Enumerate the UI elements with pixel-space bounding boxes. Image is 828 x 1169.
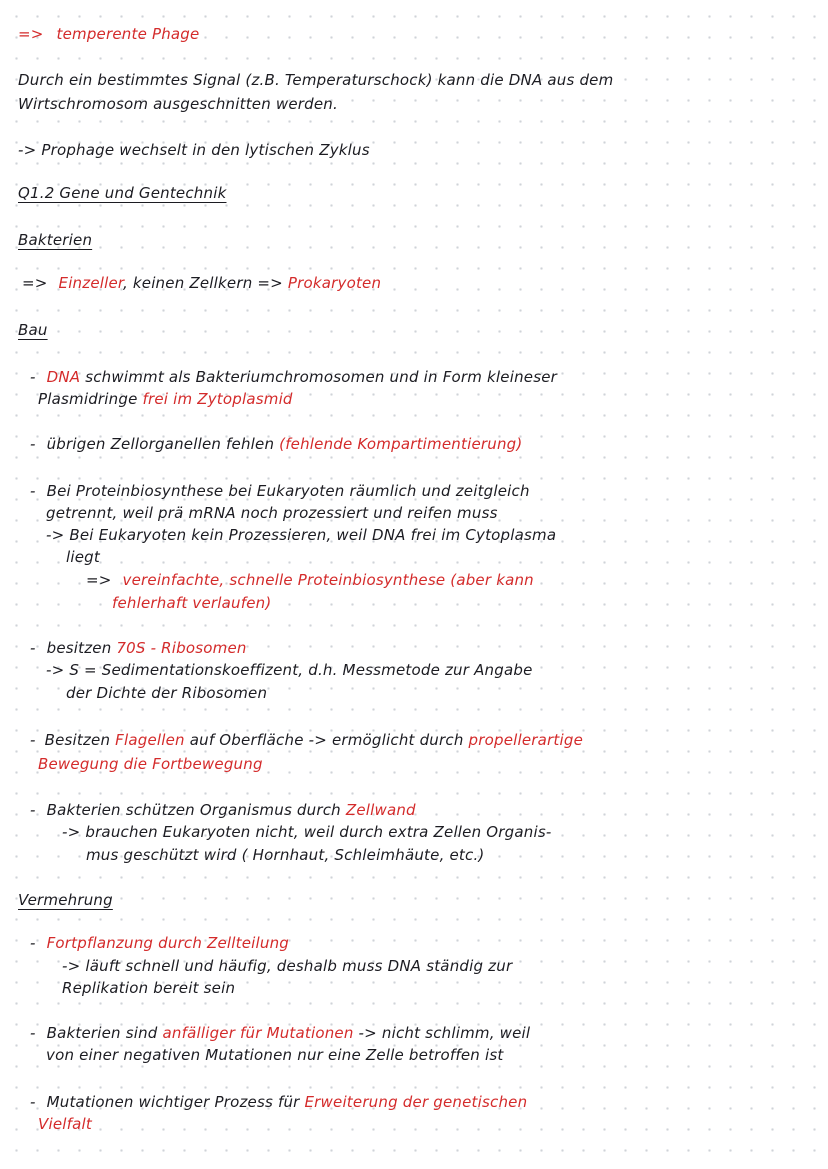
highlight-text: Flagellen <box>115 731 185 749</box>
note-line: liegt <box>66 548 100 566</box>
note-line <box>30 800 416 820</box>
highlight-text: Bewegung die Fortbewegung <box>38 755 263 773</box>
bullet-dash: - <box>30 1093 36 1111</box>
bullet-dash: - <box>30 1024 36 1042</box>
note-text: Bei Proteinbiosynthese bei Eukaryoten räumlich und zeitgleich <box>46 482 530 500</box>
arrow-mark: => <box>86 571 112 589</box>
highlight-text: Fortpflanzung durch Zellteilung <box>46 934 290 952</box>
note-line: -> brauchen Eukaryoten nicht, weil durch extra Zellen Organis- <box>62 823 552 841</box>
note-line: Wirtschromosom ausgeschnitten werden. <box>18 95 338 113</box>
note-line: -> Bei Eukaryoten kein Prozessieren, weil DNA frei im Cytoplasma <box>46 526 557 544</box>
note-text: temperente Phage <box>56 25 200 43</box>
note-text: Mutationen wichtiger Prozess für <box>46 1093 300 1111</box>
highlight-text: Prokaryoten <box>287 274 382 292</box>
highlight-text: frei im Zytoplasmid <box>142 390 293 408</box>
highlight-text: propellerartige <box>468 731 584 749</box>
note-line: getrennt, weil prä mRNA noch prozessiert und reifen muss <box>46 504 498 522</box>
highlight-text: Vielfalt <box>38 1115 92 1133</box>
note-text: besitzen <box>46 639 112 657</box>
highlight-text: vereinfachte, schnelle Proteinbiosynthese (aber kann <box>122 571 534 589</box>
highlight-text: (fehlende Kompartimentierung) <box>279 435 523 453</box>
note-text: Plasmidringe <box>38 390 138 408</box>
note-line: der Dichte der Ribosomen <box>66 684 268 702</box>
note-line <box>30 638 247 658</box>
highlight-text: Erweiterung der genetischen <box>304 1093 528 1111</box>
highlight-text: Einzeller <box>58 274 123 292</box>
bullet-dash: - <box>30 934 36 952</box>
bullet-dash: - <box>30 482 36 500</box>
bullet-dash: - <box>30 368 36 386</box>
note-line <box>22 273 381 293</box>
note-line <box>38 389 293 409</box>
highlight-text: 70S - Ribosomen <box>116 639 247 657</box>
note-line <box>18 24 199 44</box>
note-text: Bakterien schützen Organismus durch <box>46 801 341 819</box>
note-line <box>30 434 522 454</box>
note-line: mus geschützt wird ( Hornhaut, Schleimhäute, etc.) <box>86 846 485 864</box>
note-text: Bakterien sind <box>46 1024 158 1042</box>
note-line <box>30 933 289 953</box>
note-line: Durch ein bestimmtes Signal (z.B. Temperaturschock) kann die DNA aus dem <box>18 71 614 89</box>
arrow-mark: => <box>22 274 48 292</box>
note-line <box>30 481 530 501</box>
note-line: Replikation bereit sein <box>62 979 236 997</box>
highlight-text: DNA <box>46 368 81 386</box>
note-line: -> Prophage wechselt in den lytischen Zyklus <box>18 141 370 159</box>
note-line <box>30 1023 530 1043</box>
arrow-mark: => <box>18 25 44 43</box>
subsection-heading: Bakterien <box>18 231 93 249</box>
note-line: von einer negativen Mutationen nur eine Zelle betroffen ist <box>46 1046 504 1064</box>
note-line <box>30 1092 527 1112</box>
bullet-dash: - <box>30 639 36 657</box>
note-text: übrigen Zellorganellen fehlen <box>46 435 275 453</box>
bullet-dash: - <box>30 435 36 453</box>
note-line <box>30 367 557 387</box>
note-text: schwimmt als Bakteriumchromosomen und in Form kleineser <box>85 368 558 386</box>
note-line <box>30 730 583 750</box>
note-text: Besitzen <box>44 731 111 749</box>
note-text: -> nicht schlimm, weil <box>358 1024 531 1042</box>
bullet-dash: - <box>30 801 36 819</box>
note-line: -> läuft schnell und häufig, deshalb muss DNA ständig zur <box>62 957 513 975</box>
bullet-dash: - <box>30 731 36 749</box>
note-text: auf Oberfläche -> ermöglicht durch <box>189 731 464 749</box>
subsection-heading: Vermehrung <box>18 891 113 909</box>
note-line <box>86 570 534 590</box>
highlight-text: fehlerhaft verlaufen) <box>112 594 272 612</box>
note-line: -> S = Sedimentationskoeffizent, d.h. Messmetode zur Angabe <box>46 661 533 679</box>
note-text: , keinen Zellkern => <box>122 274 283 292</box>
highlight-text: anfälliger für Mutationen <box>162 1024 354 1042</box>
subsection-heading: Bau <box>18 321 48 339</box>
highlight-text: Zellwand <box>345 801 416 819</box>
section-heading: Q1.2 Gene und Gentechnik <box>18 184 227 202</box>
